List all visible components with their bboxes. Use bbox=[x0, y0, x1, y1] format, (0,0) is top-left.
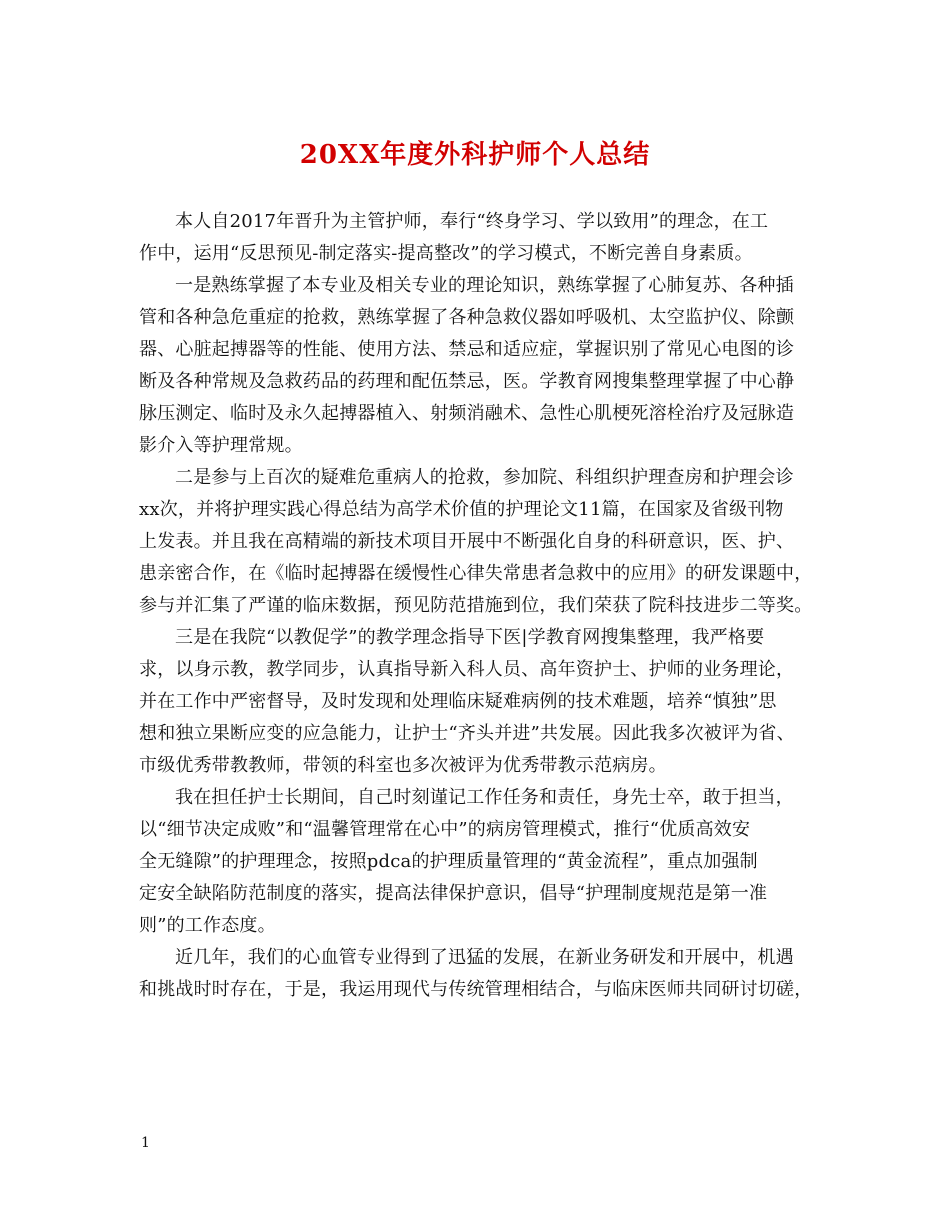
paragraph-line: 器、心脏起搏器等的性能、使用方法、禁忌和适应症，掌握识别了常见心电图的诊 bbox=[139, 339, 795, 360]
paragraph-line: 影介入等护理常规。 bbox=[139, 435, 303, 456]
paragraph-line: 脉压测定、临时及永久起搏器植入、射频消融术、急性心肌梗死溶栓治疗及冠脉造 bbox=[139, 403, 795, 424]
paragraph-line: 想和独立果断应变的应急能力，让护士“齐头并进”共发展。因此我多次被评为省、 bbox=[139, 723, 795, 744]
paragraph-line: 求，以身示教，教学同步，认真指导新入科人员、高年资护士、护师的业务理论， bbox=[139, 659, 795, 680]
paragraph-line: 我在担任护士长期间，自己时刻谨记工作任务和责任，身先士卒，敢于担当， bbox=[175, 787, 794, 808]
paragraph-line: 市级优秀带教教师，带领的科室也多次被评为优秀带教示范病房。 bbox=[139, 755, 667, 776]
paragraph-line: 三是在我院“以教促学”的教学理念指导下医|学教育网搜集整理，我严格要 bbox=[175, 627, 765, 648]
page-number: 1 bbox=[141, 1135, 150, 1151]
paragraph-line: 管和各种急危重症的抢救，熟练掌握了各种急救仪器如呼吸机、太空监护仪、除颤 bbox=[139, 307, 795, 328]
document-title: 20XX年度外科护师个人总结 bbox=[299, 140, 651, 170]
paragraph-line: 二是参与上百次的疑难危重病人的抢救，参加院、科组织护理查房和护理会诊 bbox=[175, 467, 794, 488]
paragraph-line: 患亲密合作，在《临时起搏器在缓慢性心律失常患者急救中的应用》的研发课题中， bbox=[139, 563, 813, 584]
paragraph-line: 断及各种常规及急救药品的药理和配伍禁忌，医。学教育网搜集整理掌握了中心静 bbox=[139, 371, 795, 392]
paragraph-line: 参与并汇集了严谨的临床数据，预见防范措施到位，我们荣获了院科技进步二等奖。 bbox=[139, 595, 813, 616]
paragraph-line: 作中，运用“反思预见-制定落实-提高整改”的学习模式，不断完善自身素质。 bbox=[139, 243, 753, 264]
paragraph-line: 全无缝隙”的护理理念，按照pdca的护理质量管理的“黄金流程”，重点加强制 bbox=[139, 851, 758, 872]
paragraph-line: 近几年，我们的心血管专业得到了迅猛的发展，在新业务研发和开展中，机遇 bbox=[175, 947, 794, 968]
paragraph-line: 和挑战时时存在，于是，我运用现代与传统管理相结合，与临床医师共同研讨切磋， bbox=[139, 979, 813, 1000]
paragraph-line: xx次，并将护理实践心得总结为高学术价值的护理论文11篇，在国家及省级刊物 bbox=[139, 499, 784, 520]
paragraph-line: 本人自2017年晋升为主管护师，奉行“终身学习、学以致用”的理念，在工 bbox=[175, 211, 769, 232]
paragraph-line: 并在工作中严密督导，及时发现和处理临床疑难病例的技术难题，培养“慎独”思 bbox=[139, 691, 777, 712]
paragraph-line: 一是熟练掌握了本专业及相关专业的理论知识，熟练掌握了心肺复苏、各种插 bbox=[175, 275, 794, 296]
paragraph-line: 定安全缺陷防范制度的落实，提高法律保护意识，倡导“护理制度规范是第一准 bbox=[139, 883, 768, 904]
paragraph-line: 以“细节决定成败”和“温馨管理常在心中”的病房管理模式，推行“优质高效安 bbox=[139, 819, 751, 840]
paragraph-line: 上发表。并且我在高精端的新技术项目开展中不断强化自身的科研意识，医、护、 bbox=[139, 531, 795, 552]
paragraph-line: 则”的工作态度。 bbox=[139, 915, 276, 936]
